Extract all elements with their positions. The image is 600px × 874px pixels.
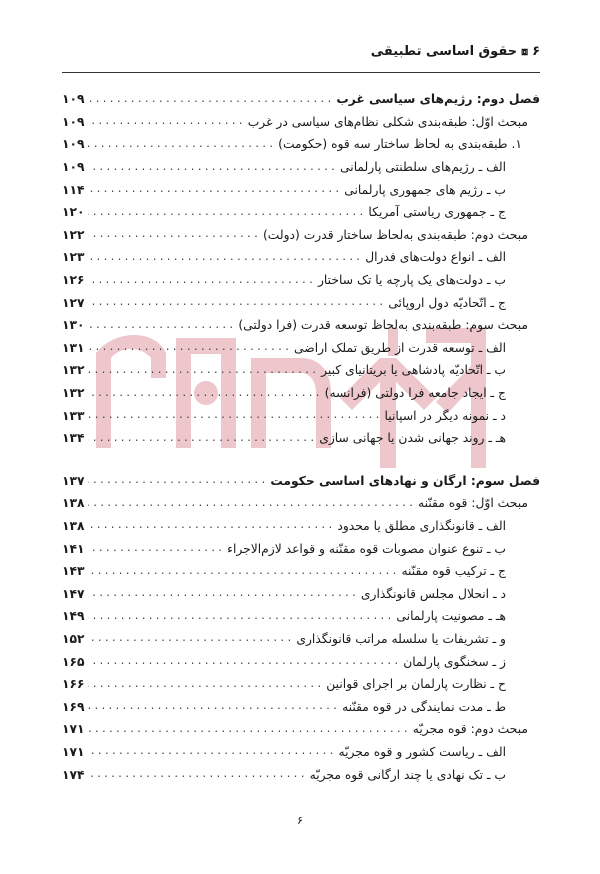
toc-entry-row[interactable] xyxy=(62,718,540,741)
toc-page-number: ۱۳۸ xyxy=(62,496,85,511)
dot-leader xyxy=(88,252,365,263)
toc-entry-title: ج ـ ترکیب قوه مقنّنه xyxy=(401,564,506,579)
toc-entry-row[interactable] xyxy=(62,337,540,360)
toc-entry-row[interactable] xyxy=(62,515,540,538)
toc-page-number: ۱۳۴ xyxy=(62,431,85,446)
toc-entry-title: الف ـ ریاست کشور و قوه مجریّه xyxy=(338,744,506,759)
footer-page-marker: ۶ xyxy=(297,814,303,827)
toc-page-number: ۱۳۳ xyxy=(62,408,85,423)
toc-entry-title: د ـ نمونه دیگر در اسپانیا xyxy=(384,408,506,423)
toc-entry-title: ج ـ ایجاد جامعه فرا دولتی (فرانسه) xyxy=(324,386,506,401)
toc-entry-row[interactable] xyxy=(62,763,540,786)
dot-leader xyxy=(88,320,238,331)
dot-leader xyxy=(88,498,418,509)
toc-entry-title: ب ـ اتّحادیّه پادشاهی یا بریتانیای کبیر xyxy=(321,363,506,378)
dot-leader xyxy=(88,184,344,195)
toc-page-number: ۱۲۰ xyxy=(62,205,85,220)
table-of-contents xyxy=(62,88,540,786)
toc-entry-title: و ـ تشریفات یا سلسله مراتب قانونگذاری xyxy=(296,631,506,646)
dot-leader xyxy=(88,207,368,218)
dot-leader xyxy=(88,633,296,644)
toc-entry-title: ج ـ اتّحادیّه دول اروپائی xyxy=(388,295,506,310)
toc-entry-title: فصل دوم: رژیم‌های سیاسی غرب xyxy=(336,92,540,107)
dot-leader xyxy=(88,433,319,444)
toc-page-number: ۱۰۹ xyxy=(62,92,85,107)
dot-leader xyxy=(88,388,325,399)
toc-entry-row[interactable] xyxy=(62,673,540,696)
toc-entry-title: ز ـ سخنگوی پارلمان xyxy=(403,654,506,669)
toc-entry-row[interactable] xyxy=(62,695,540,718)
toc-entry-row[interactable] xyxy=(62,605,540,628)
toc-page-number: ۱۳۲ xyxy=(62,363,85,378)
toc-page-number: ۱۱۴ xyxy=(62,182,85,197)
dot-leader xyxy=(88,679,326,690)
toc-page-number: ۱۰۹ xyxy=(62,137,85,152)
dot-leader xyxy=(88,475,270,486)
toc-entry-title: هـ ـ مصونیت پارلمانی xyxy=(396,609,506,624)
toc-page-number: ۱۰۹ xyxy=(62,160,85,175)
toc-page-number: ۱۶۶ xyxy=(62,677,85,692)
toc-entry-row[interactable] xyxy=(62,314,540,337)
toc-entry-title: فصل سوم: ارگان و نهادهای اساسی حکومت xyxy=(270,473,540,488)
toc-entry-title: ط ـ مدت نمایندگی در قوه مقنّنه xyxy=(342,699,506,714)
toc-entry-row[interactable] xyxy=(62,269,540,292)
toc-entry-title: ۱. طبقه‌بندی به لحاظ ساختار سه قوه (حکومت) xyxy=(278,137,522,152)
toc-entry-title: ح ـ نظارت پارلمان بر اجرای قوانین xyxy=(326,677,506,692)
toc-page-number: ۱۶۵ xyxy=(62,654,85,669)
toc-entry-title: مبحث دوم: قوه مجریّه xyxy=(412,722,528,737)
toc-page-number: ۱۲۷ xyxy=(62,295,85,310)
toc-entry-title: مبحث اوّل: طبقه‌بندی شکلی نظام‌های سیاسی در غرب xyxy=(247,114,528,129)
toc-entry-title: الف ـ انواع دولت‌های فدرال xyxy=(365,250,506,265)
dot-leader xyxy=(88,701,342,712)
toc-entry-row[interactable] xyxy=(62,156,540,179)
square-bullet-icon: ⧈ xyxy=(521,44,529,58)
toc-entry-row[interactable] xyxy=(62,201,540,224)
toc-entry-row[interactable] xyxy=(62,582,540,605)
dot-leader xyxy=(88,365,321,376)
toc-entry-row[interactable] xyxy=(62,650,540,673)
dot-leader xyxy=(88,139,278,150)
dot-leader xyxy=(88,611,396,622)
toc-entry-title: هـ ـ روند جهانی شدن یا جهانی سازی xyxy=(319,431,506,446)
toc-entry-title: ب ـ رژیم های جمهوری پارلمانی xyxy=(344,182,506,197)
dot-leader xyxy=(88,746,339,757)
dot-leader xyxy=(88,543,227,554)
toc-entry-title: ج ـ جمهوری ریاستی آمریکا xyxy=(368,205,506,220)
toc-entry-row[interactable] xyxy=(62,492,540,515)
dot-leader xyxy=(88,588,361,599)
dot-leader xyxy=(88,229,263,240)
toc-entry-row[interactable] xyxy=(62,224,540,247)
toc-page-number: ۱۴۷ xyxy=(62,586,85,601)
dot-leader xyxy=(88,724,413,735)
dot-leader xyxy=(88,656,403,667)
dot-leader xyxy=(88,116,248,127)
toc-entry-title: الف ـ قانونگذاری مطلق یا محدود xyxy=(337,518,506,533)
toc-entry-title: مبحث سوم: طبقه‌بندی به‌لحاظ توسعه قدرت (فرا دولتی) xyxy=(238,318,528,333)
toc-page-number: ۱۲۶ xyxy=(62,273,85,288)
toc-page-number: ۱۷۱ xyxy=(62,744,85,759)
toc-page-number: ۱۰۹ xyxy=(62,114,85,129)
toc-entry-row[interactable] xyxy=(62,382,540,405)
dot-leader xyxy=(88,342,294,353)
dot-leader xyxy=(88,94,336,105)
toc-entry-row[interactable] xyxy=(62,359,540,382)
section-gap xyxy=(62,450,540,470)
toc-entry-row[interactable] xyxy=(62,560,540,583)
toc-page-number: ۱۲۳ xyxy=(62,250,85,265)
toc-entry-title: ب ـ تک نهادی یا چند ارگانی قوه مجریّه xyxy=(309,767,506,782)
book-title: حقوق اساسی تطبیقی xyxy=(370,44,518,59)
toc-entry-title: د ـ انحلال مجلس قانونگذاری xyxy=(360,586,506,601)
running-head xyxy=(371,44,540,59)
toc-entry-title: الف ـ رژیم‌های سلطنتی پارلمانی xyxy=(340,160,506,175)
toc-page-number: ۱۴۱ xyxy=(62,541,85,556)
header-rule xyxy=(62,72,540,73)
toc-entry-row[interactable] xyxy=(62,404,540,427)
toc-entry-row[interactable] xyxy=(62,178,540,201)
toc-entry-title: مبحث اوّل: قوه مقنّنه xyxy=(418,496,528,511)
toc-entry-title: ب ـ تنوع عنوان مصوبات قوه مقنّنه و قواعد لازم‌الاجراء xyxy=(227,541,506,556)
toc-page-number: ۱۳۲ xyxy=(62,386,85,401)
toc-page-number: ۱۷۱ xyxy=(62,722,85,737)
toc-page-number: ۱۵۲ xyxy=(62,631,85,646)
toc-entry-row[interactable] xyxy=(62,133,540,156)
toc-page-number: ۱۲۲ xyxy=(62,227,85,242)
toc-page-number: ۱۴۳ xyxy=(62,564,85,579)
dot-leader xyxy=(88,769,310,780)
toc-chapter-row[interactable] xyxy=(62,470,540,493)
dot-leader xyxy=(88,297,388,308)
toc-entry-row[interactable] xyxy=(62,628,540,651)
toc-entry-title: مبحث دوم: طبقه‌بندی به‌لحاظ ساختار قدرت (دولت) xyxy=(262,227,528,242)
dot-leader xyxy=(88,162,340,173)
toc-page-number: ۱۶۹ xyxy=(62,699,85,714)
toc-entry-row[interactable] xyxy=(62,741,540,764)
toc-chapter-row[interactable] xyxy=(62,88,540,111)
dot-leader xyxy=(88,410,385,421)
toc-page-number: ۱۳۱ xyxy=(62,340,85,355)
header-page-number: ۶ xyxy=(532,44,540,59)
toc-page-number: ۱۷۴ xyxy=(62,767,85,782)
toc-page-number: ۱۴۹ xyxy=(62,609,85,624)
toc-page-number: ۱۳۰ xyxy=(62,318,85,333)
toc-entry-title: الف ـ توسعه قدرت از طریق تملک اراضی xyxy=(294,340,506,355)
dot-leader xyxy=(88,275,318,286)
dot-leader xyxy=(88,566,401,577)
toc-entry-row[interactable] xyxy=(62,246,540,269)
toc-entry-row[interactable] xyxy=(62,427,540,450)
toc-page-number: ۱۳۷ xyxy=(62,473,85,488)
toc-entry-row[interactable] xyxy=(62,111,540,134)
toc-entry-row[interactable] xyxy=(62,291,540,314)
toc-entry-row[interactable] xyxy=(62,537,540,560)
dot-leader xyxy=(88,520,337,531)
toc-page-number: ۱۳۸ xyxy=(62,518,85,533)
toc-entry-title: ب ـ دولت‌های یک پارچه یا تک ساختار xyxy=(317,273,506,288)
